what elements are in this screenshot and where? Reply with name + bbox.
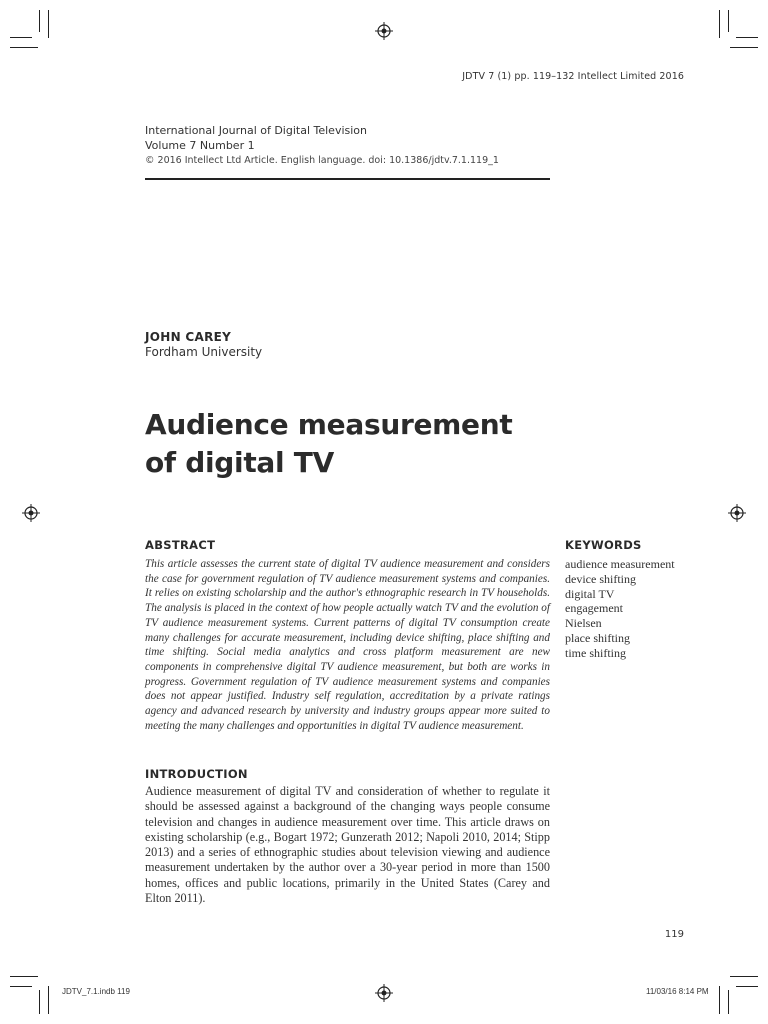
crop-mark [728,990,729,1014]
title-line: Audience measurement [145,408,513,441]
introduction-text: Audience measurement of digital TV and consideration of whether to regulate it should be assessed against a background of the changing ways people consume television and changes in audience measurement over time. This article draws on existing scholarship (e.g., Bogart 1972; Gunzerath 2012; Napoli 2010, 2014; Stipp 2013) and a series of ethnographic studies about television viewing and audience measurement undertaken by the author over a 30-year period in more than 1500 homes, offices and public locations, primarily in the United States (Carey and Elton 2011). [145,784,550,906]
registration-mark-icon [375,984,393,1002]
keywords-list [565,557,715,661]
journal-volume: Volume 7 Number 1 [145,139,255,152]
introduction-heading: INTRODUCTION [145,767,248,781]
running-header: JDTV 7 (1) pp. 119–132 Intellect Limited 2016 [462,71,684,82]
crop-mark [39,990,40,1014]
crop-mark [48,10,49,38]
title-line: of digital TV [145,446,334,479]
crop-mark [10,976,38,977]
article-title [145,406,512,482]
crop-mark [10,37,32,38]
footer-file: JDTV_7.1.indb 119 [62,987,130,996]
keyword-item: Nielsen [565,616,602,631]
abstract-heading: ABSTRACT [145,538,216,552]
header-rule [145,178,550,180]
crop-mark [736,986,758,987]
journal-name: International Journal of Digital Television [145,124,368,137]
crop-mark [730,47,758,48]
keyword-item: time shifting [565,645,626,660]
crop-mark [728,10,729,32]
crop-mark [10,47,38,48]
crop-mark [736,37,758,38]
footer-date: 11/03/16 8:14 PM [646,987,709,996]
registration-mark-icon [375,22,393,40]
crop-mark [39,10,40,32]
journal-copyright: © 2016 Intellect Ltd Article. English language. doi: 10.1386/jdtv.7.1.119_1 [145,155,499,166]
registration-mark-icon [728,504,746,522]
abstract-text: This article assesses the current state of digital TV audience measurement and considers the case for government regulation of TV audience measurement systems and companies. It relies on existing scholarship and the author's ethnographic research in TV households. The analysis is placed in the context of how people actually watch TV and the evolution of TV audience measurement systems. Current patterns of digital TV consumption create many challenges for accurate measurement, including device shifting, place shifting and time shifting. Social media analytics and cross platform measurement are new components in comprehensive digital TV audience measurement, but both are works in progress. Government regulation of TV audience measurement systems and companies does not appear justified. Industry self regulation, accreditation by a private ratings agency and advanced research by university and industry groups appear more suited to meeting the many challenges and opportunities in digital TV audience measurement. [145,558,550,732]
page-number: 119 [664,929,684,940]
keyword-item: digital TV [565,586,615,601]
author-affiliation: Fordham University [145,345,263,359]
keyword-item: engagement [565,601,623,616]
registration-mark-icon [22,504,40,522]
journal-info [145,123,499,168]
keyword-item: place shifting [565,630,630,645]
author-name: JOHN CAREY [145,330,232,344]
keyword-item: audience measurement [565,557,675,571]
keyword-item: device shifting [565,571,636,586]
crop-mark [10,986,32,987]
crop-mark [719,10,720,38]
crop-mark [48,986,49,1014]
crop-mark [719,986,720,1014]
keywords-heading: KEYWORDS [565,538,642,552]
crop-mark [730,976,758,977]
